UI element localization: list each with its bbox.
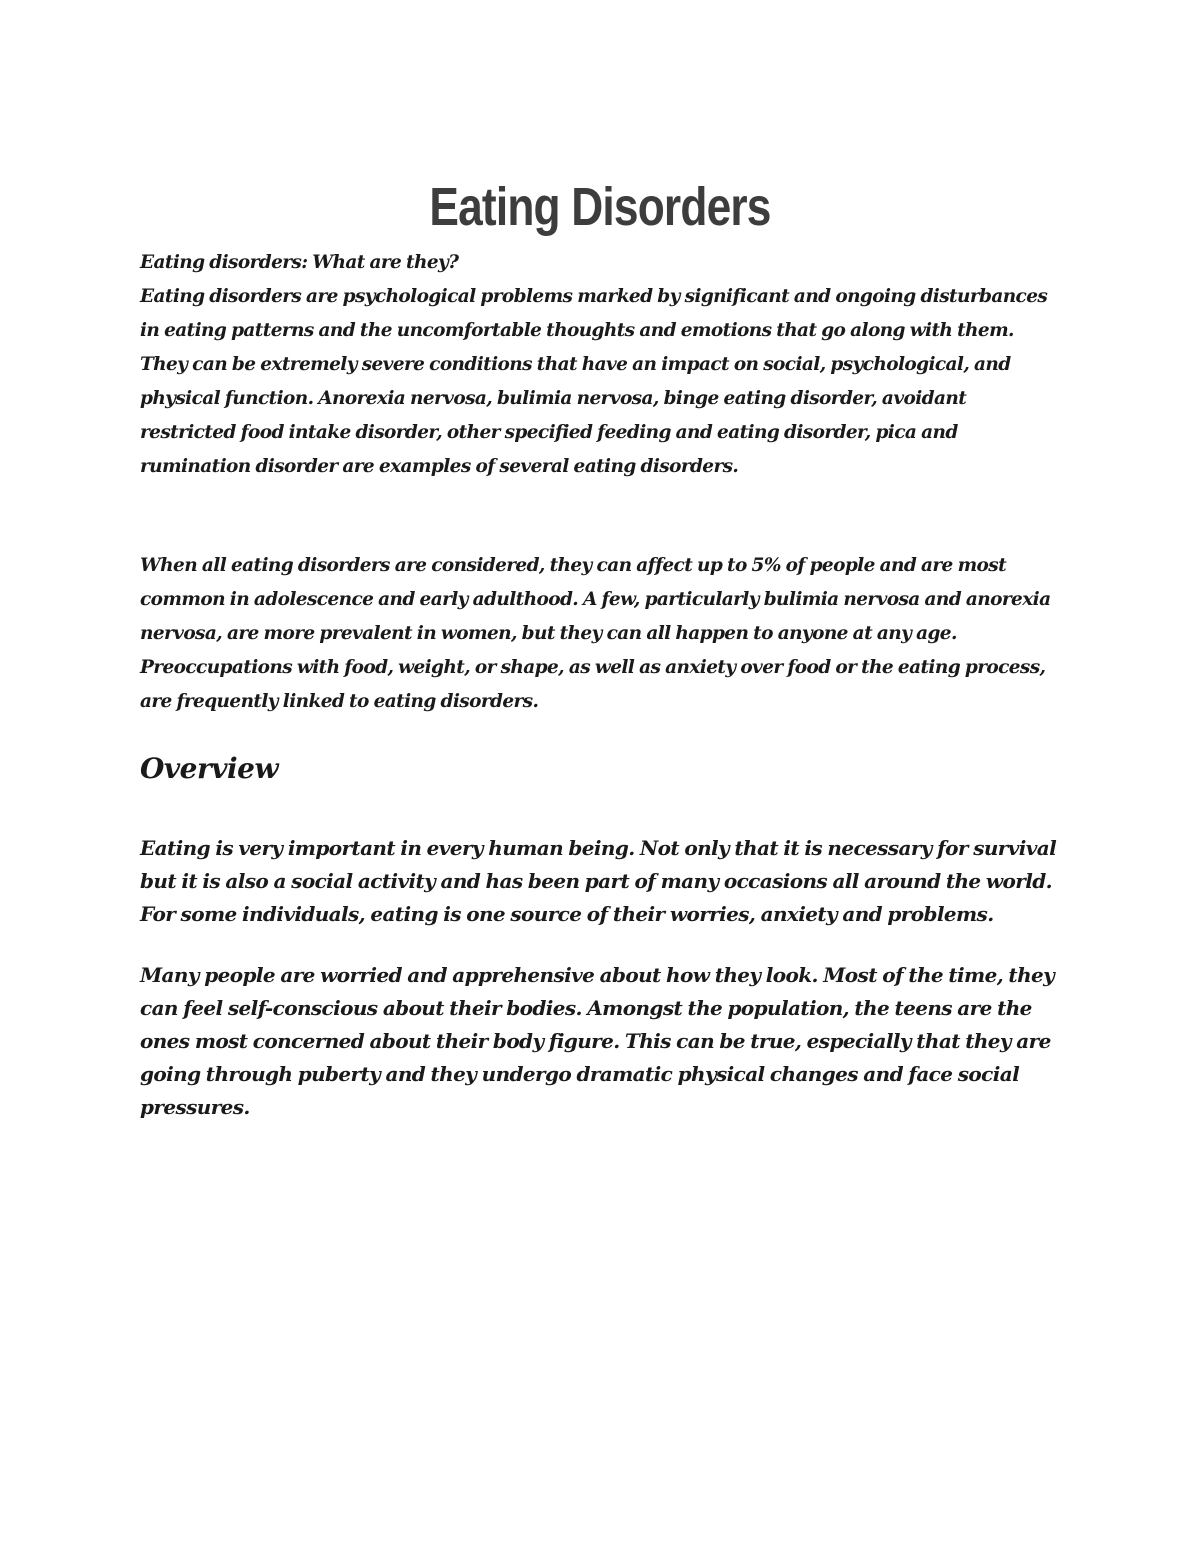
document-title: Eating Disorders <box>429 177 771 238</box>
intro-question: Eating disorders: What are they? <box>140 252 459 273</box>
prevalence-paragraph: When all eating disorders are considered, they can affect up to 5% of people and are most common in adolescence and early adulthood. A few, particularly bulimia nervosa and anorexia nervosa, are more prevalent in women, but they can all happen to anyone at any age. Preoccupations with food, weight, or shape, as well as anxiety over food or the eating process, are frequently linked to eating disorders. <box>140 555 1051 712</box>
intro-paragraph <box>140 246 1060 484</box>
overview-heading: Overview <box>140 752 279 785</box>
overview-paragraph-2: Many people are worried and apprehensive about how they look. Most of the time, they can feel self-conscious about their bodies. Amongst the population, the teens are the ones most concerned about their body figure. This can be true, especially that they are going through puberty and they undergo dramatic physical changes and face social pressures. <box>140 963 1055 1119</box>
intro-body: Eating disorders are psychological problems marked by significant and ongoing disturbances in eating patterns and the uncomfortable thoughts and emotions that go along with them. They can be extremely severe conditions that have an impact on social, psychological, and physical function. Anorexia nervosa, bulimia nervosa, binge eating disorder, avoidant restricted food intake disorder, other specified feeding and eating disorder, pica and rumination disorder are examples of several eating disorders. <box>140 286 1048 477</box>
overview-paragraph-1: Eating is very important in every human being. Not only that it is necessary for survival but it is also a social activity and has been part of many occasions all around the world. For some individuals, eating is one source of their worries, anxiety and problems. <box>140 836 1057 926</box>
